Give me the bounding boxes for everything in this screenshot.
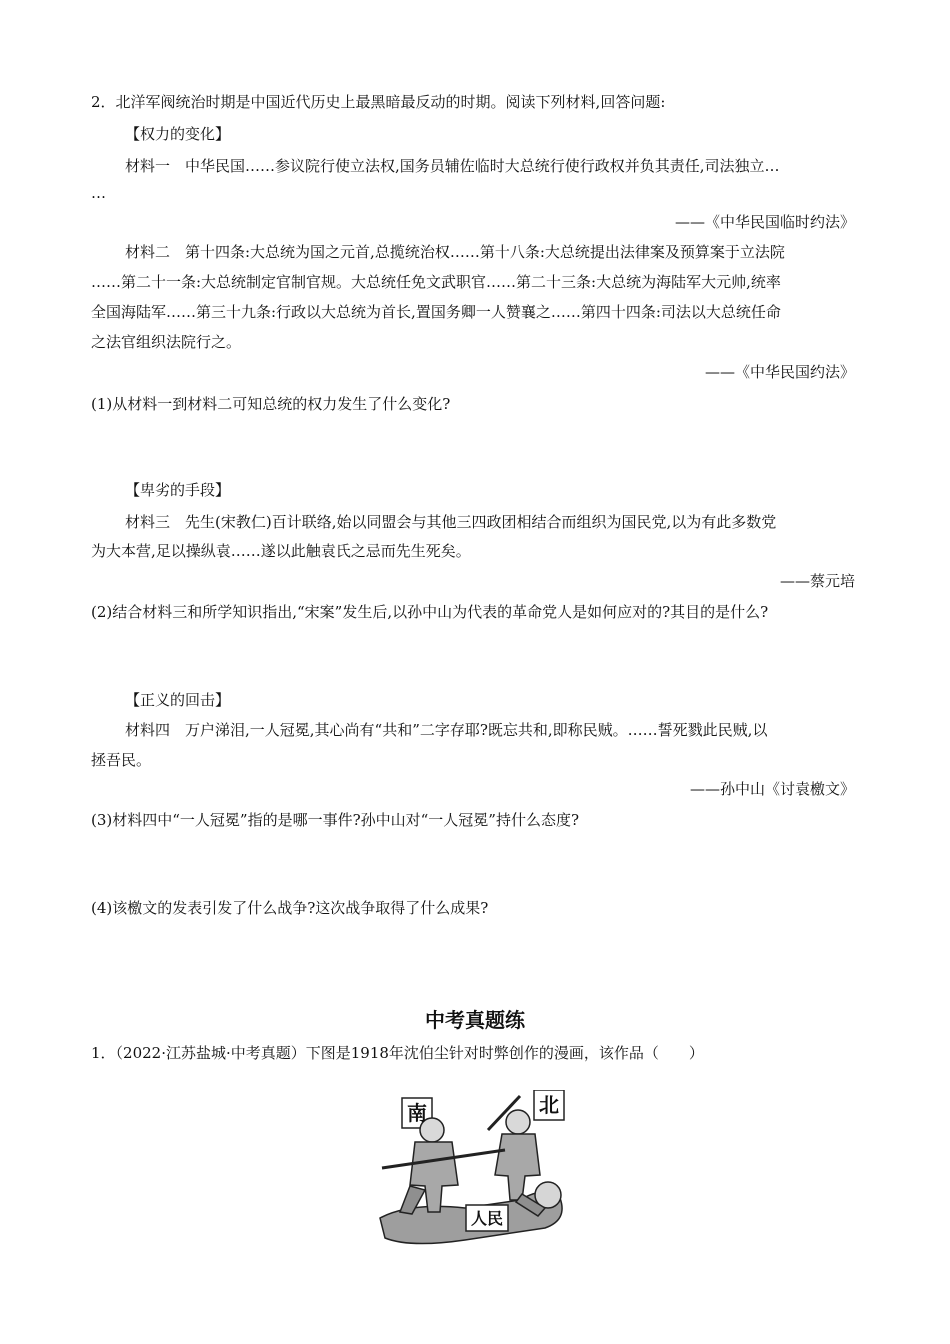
material-1-source: ——《中华民国临时约法》 [674,213,855,231]
label-people: 人民 [470,1209,504,1228]
sub-question-4: (4)该檄文的发表引发了什么战争?这次战争取得了什么成果? [91,899,489,917]
material-2-source: ——《中华民国约法》 [704,363,855,381]
material-2-line-4: 之法官组织法院行之。 [91,333,242,351]
section-heading-just-strike-back: 【正义的回击】 [125,691,231,709]
material-4-line-1: 材料四 万户涕泪,一人冠冕,其心尚有“共和”二字存耶?既忘共和,即称民贼。……誓死戮此民贼,以 [125,721,768,739]
material-4-source: ——孙中山《讨袁檄文》 [689,780,855,798]
material-3-source: ——蔡元培 [779,572,855,590]
satirical-cartoon [370,1090,585,1255]
label-north: 北 [539,1093,559,1117]
section-heading-power-change: 【权力的变化】 [125,125,231,143]
sub-question-1: (1)从材料一到材料二可知总统的权力发生了什么变化? [91,395,451,413]
section-title: 中考真题练 [425,1008,525,1032]
question-2-intro: 2．北洋军阀统治时期是中国近代历史上最黑暗最反动的时期。阅读下列材料,回答问题: [91,93,666,111]
material-1-line-2: … [91,184,106,202]
material-2-line-1: 材料二 第十四条:大总统为国之元首,总揽统治权……第十八条:大总统提出法律案及预算案于立法院 [125,243,785,261]
section-heading-despicable-means: 【卑劣的手段】 [125,481,231,499]
material-4-line-2: 拯吾民。 [91,751,152,769]
material-1-line-1: 材料一 中华民国……参议院行使立法权,国务员辅佐临时大总统行使行政权并负其责任,司法独立… [125,157,780,175]
material-2-line-2: ……第二十一条:大总统制定官制官规。大总统任免文武职官……第二十三条:大总统为海陆军大元帅,统率 [91,273,781,291]
north-soldier-body [495,1134,540,1200]
material-3-line-1: 材料三 先生(宋教仁)百计联络,始以同盟会与其他三四政团相结合而组织为国民党,以为有此多数党 [125,513,777,531]
exam-question-1: 1．（2022·江苏盐城·中考真题）下图是1918年沈伯尘针对时弊创作的漫画，该作品（ ） [91,1044,704,1062]
sub-question-3: (3)材料四中“一人冠冕”指的是哪一事件?孙中山对“一人冠冕”持什么态度? [91,811,580,829]
north-soldier-head [506,1110,530,1134]
label-south: 南 [407,1101,427,1125]
sub-question-2: (2)结合材料三和所学知识指出,“宋案”发生后,以孙中山为代表的革命党人是如何应对的?其目的是什么? [91,603,769,621]
material-3-line-2: 为大本营,足以操纵袁……遂以此触袁氏之忌而先生死矣。 [91,542,471,560]
material-2-line-3: 全国海陆军……第三十九条:行政以大总统为首长,置国务卿一人赞襄之……第四十四条:司法以大总统任命 [91,303,781,321]
